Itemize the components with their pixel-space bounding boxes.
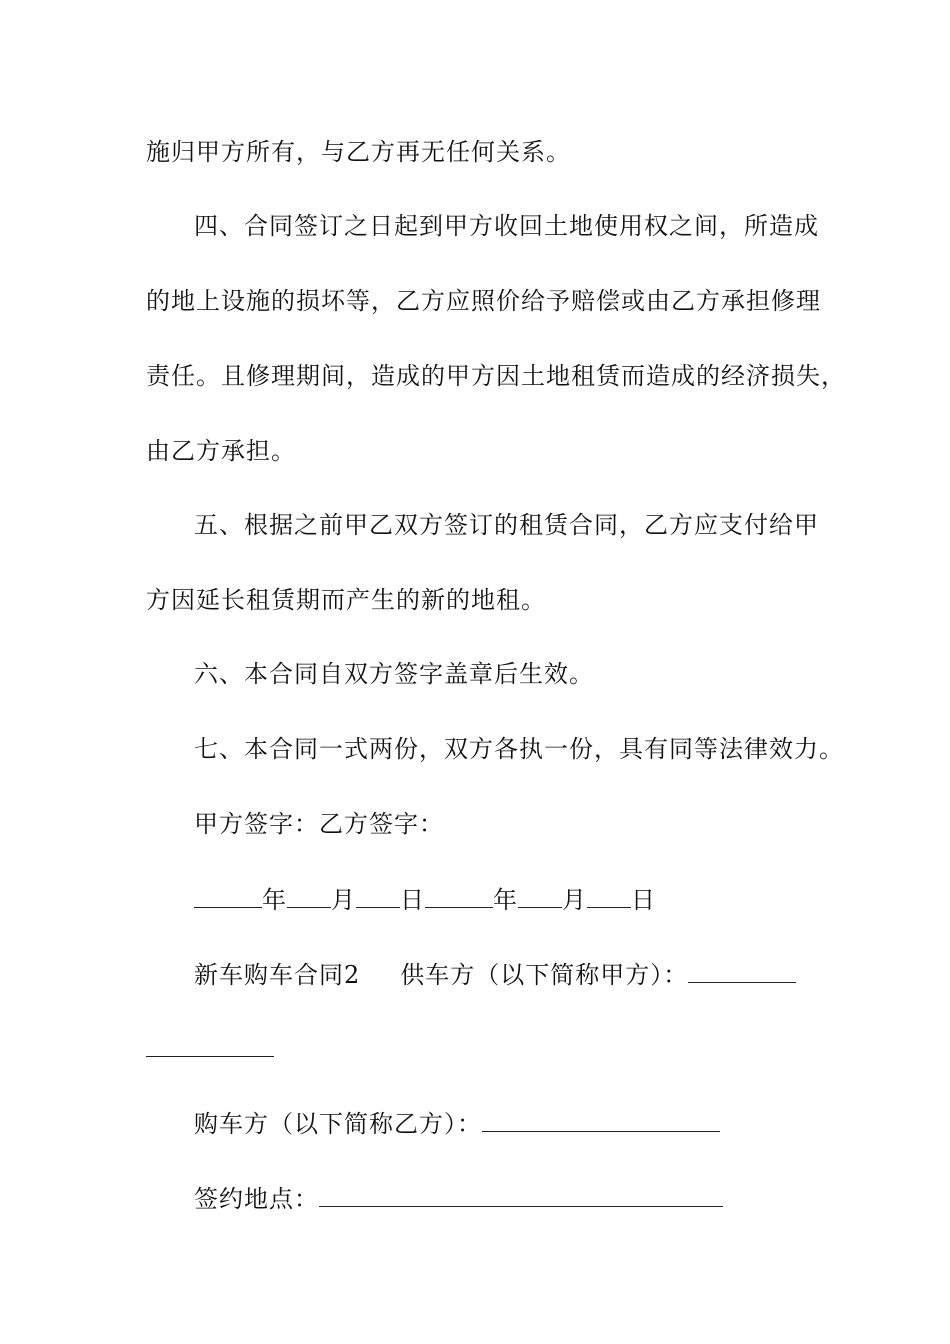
date-month-label: 月	[562, 886, 587, 914]
paragraph-line: 六、本合同自双方签字盖章后生效。	[194, 660, 594, 688]
location-label: 签约地点：	[194, 1185, 319, 1213]
paragraph-line: 七、本合同一式两份，双方各执一份，具有同等法律效力。	[194, 735, 844, 763]
date-blank	[287, 883, 331, 908]
date-year-label: 年	[493, 886, 518, 914]
buyer-line	[194, 1107, 720, 1139]
supplier-continuation	[146, 1032, 274, 1064]
contract2-heading: 新车购车合同2	[194, 961, 361, 989]
paragraph-line: 五、根据之前甲乙双方签订的租赁合同，乙方应支付给甲	[194, 511, 819, 539]
date-blank	[518, 883, 562, 908]
date-blank	[425, 883, 493, 908]
paragraph-line: 由乙方承担。	[146, 437, 296, 465]
buyer-blank	[482, 1107, 720, 1132]
paragraph-line: 的地上设施的损坏等，乙方应照价给予赔偿或由乙方承担修理	[146, 287, 821, 315]
supplier-blank	[688, 958, 796, 983]
date-blank	[587, 883, 631, 908]
paragraph-line: 施归甲方所有，与乙方再无任何关系。	[146, 138, 571, 166]
signature-line: 甲方签字：乙方签字：	[194, 810, 444, 838]
date-day-label: 日	[400, 886, 425, 914]
date-month-label: 月	[331, 886, 356, 914]
paragraph-line: 方因延长租赁期而产生的新的地租。	[146, 586, 546, 614]
buyer-label: 购车方（以下简称乙方）：	[194, 1110, 482, 1138]
location-blank	[319, 1182, 723, 1207]
contract2-header-line	[194, 958, 796, 990]
date-blank	[356, 883, 400, 908]
date-day-label: 日	[631, 886, 656, 914]
paragraph-line: 四、合同签订之日起到甲方收回土地使用权之间，所造成	[194, 212, 819, 240]
supplier-blank-continuation	[146, 1032, 274, 1057]
supplier-label: 供车方（以下简称甲方）：	[400, 961, 689, 989]
location-line	[194, 1182, 723, 1214]
date-year-label: 年	[262, 886, 287, 914]
date-blank	[194, 883, 262, 908]
paragraph-line: 责任。且修理期间，造成的甲方因土地租赁而造成的经济损失，	[146, 362, 846, 390]
date-line	[194, 883, 656, 915]
